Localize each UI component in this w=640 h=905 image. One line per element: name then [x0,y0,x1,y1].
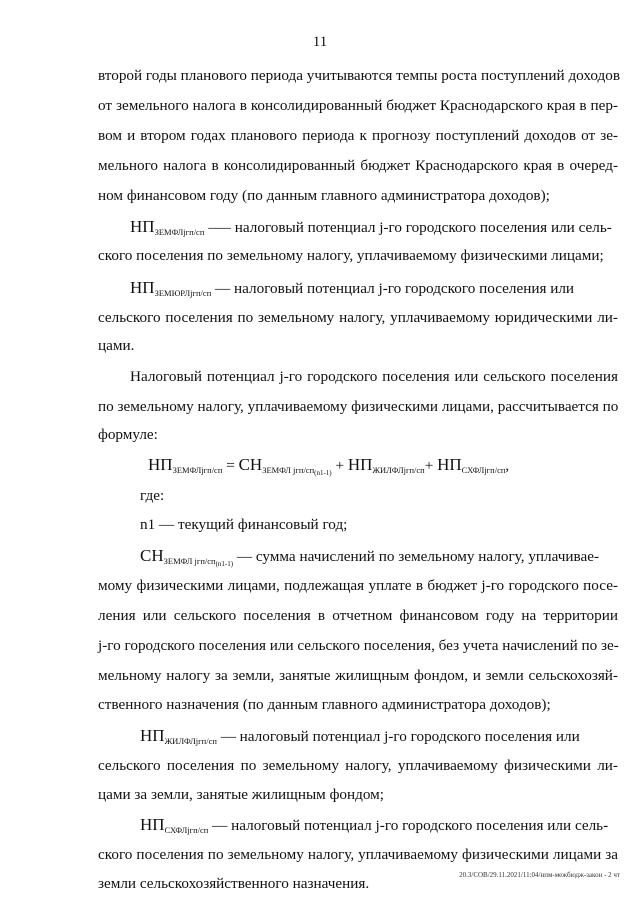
text-line: второй годы планового периода учитываются темпы роста поступлений доходов [98,67,621,84]
text-line: вом и втором годах планового периода к прогнозу поступлений доходов от зе- [98,127,618,144]
text-line: ского поселения по земельному налогу, уплачиваемому физическими лицами за [98,846,618,863]
text-line: формуле: [98,426,158,443]
definition-text: налоговый потенциал j-го городского поселения или [234,280,575,297]
text-line: мельному налогу за земли, занятые жилищным фондом, и земли сельскохозяй- [98,667,618,684]
definition-text: сумма начислений по земельному налогу, уплачивае- [255,548,600,565]
symbol: НП [140,726,165,745]
formula-lhs-subscript: ЗЕМФЛjгп/сп [172,465,223,475]
text-line: земли сельскохозяйственного назначения. [98,875,370,892]
formula-term-np-skh-subscript: СХФЛjгп/сп [461,465,506,475]
text-line: Налоговый потенциал j-го городского поселения или сельского поселения [130,368,618,385]
text-line: мельного налога в консолидированный бюджет Краснодарского края в очеред- [98,157,618,174]
text-line: цами. [98,337,135,354]
page-number: 11 [312,34,328,50]
formula-end: , [505,457,510,474]
n1-definition: n1 — текущий финансовый год; [140,516,348,533]
dash: ––– [204,219,235,236]
text-line: сельского поселения по земельному налогу, уплачиваемому юридическими ли- [98,309,618,326]
text-line: j-го городского поселения или сельского поселения, без учета начислений по зе- [98,637,619,654]
formula-term-sn: СН [238,455,263,474]
formula-term-np-zhil-subscript: ЖИЛФЛjгп/сп [372,465,425,475]
equals-sign: = [222,457,239,474]
text-line: ном финансовом году (по данным главного администратора доходов); [98,187,550,204]
definition-zemfl [130,217,618,238]
dash: — [216,728,240,745]
symbol-subscript: ЗЕМФЛ jгп/сп(n1-1) [163,556,234,568]
symbol-subscript: ЖИЛФЛjгп/сп [164,736,217,746]
symbol-subscript: ЗЕМФЛjгп/сп [154,227,205,237]
definition-np-zhil [140,726,618,747]
text-line: цами за земли, занятые жилищным фондом; [98,786,385,803]
text-line: от земельного налога в консолидированный бюджет Краснодарского края в пер- [98,97,618,114]
symbol: СН [140,546,164,565]
symbol: НП [140,815,165,834]
text-line: ления или сельского поселения в отчетном финансовом году на территории [98,607,618,624]
text-line: ственного назначения (по данным главного администратора доходов); [98,696,551,713]
definition-np-skh [140,815,618,836]
plus-sign: + [331,457,348,474]
definition-sn [140,546,618,567]
definition-text: налоговый потенциал j-го городского поселения или сель- [231,817,609,834]
footer-stamp: 20.3/СОВ/29.11.2021/11:04/нпм-межбюдж-закон - 2 чт [459,871,620,879]
dash: — [208,817,232,834]
text-line: мому физическими лицами, подлежащая уплате в бюджет j-го городского посе- [98,577,618,594]
text-line: ского поселения по земельному налогу, уплачиваемому физическими лицами; [98,247,604,264]
symbol: НП [130,278,155,297]
formula-term-np-zhil: НП [347,455,373,474]
where-label: где: [140,487,165,504]
text-line: по земельному налогу, уплачиваемому физическими лицами, рассчитывается по [98,398,619,415]
dash: — [211,280,235,297]
formula-term-np-skh: НП [437,455,462,474]
symbol-subscript: ЗЕМЮРЛjгп/сп [154,288,212,298]
text-line: сельского поселения по земельному налогу, уплачиваемому физическими ли- [98,757,618,774]
definition-text: налоговый потенциал j-го городского поселения или сель- [234,219,612,236]
symbol: НП [130,217,155,236]
formula [148,455,618,476]
definition-zemyurl [130,278,618,299]
formula-term-sn-subscript: ЗЕМФЛ jгп/сп(n1-1) [262,465,332,477]
symbol-subscript: СХФЛjгп/сп [164,825,209,835]
dash: — [233,548,256,565]
plus-sign: + [424,457,438,474]
definition-text: налоговый потенциал j-го городского поселения или [239,728,580,745]
formula-lhs: НП [148,455,173,474]
